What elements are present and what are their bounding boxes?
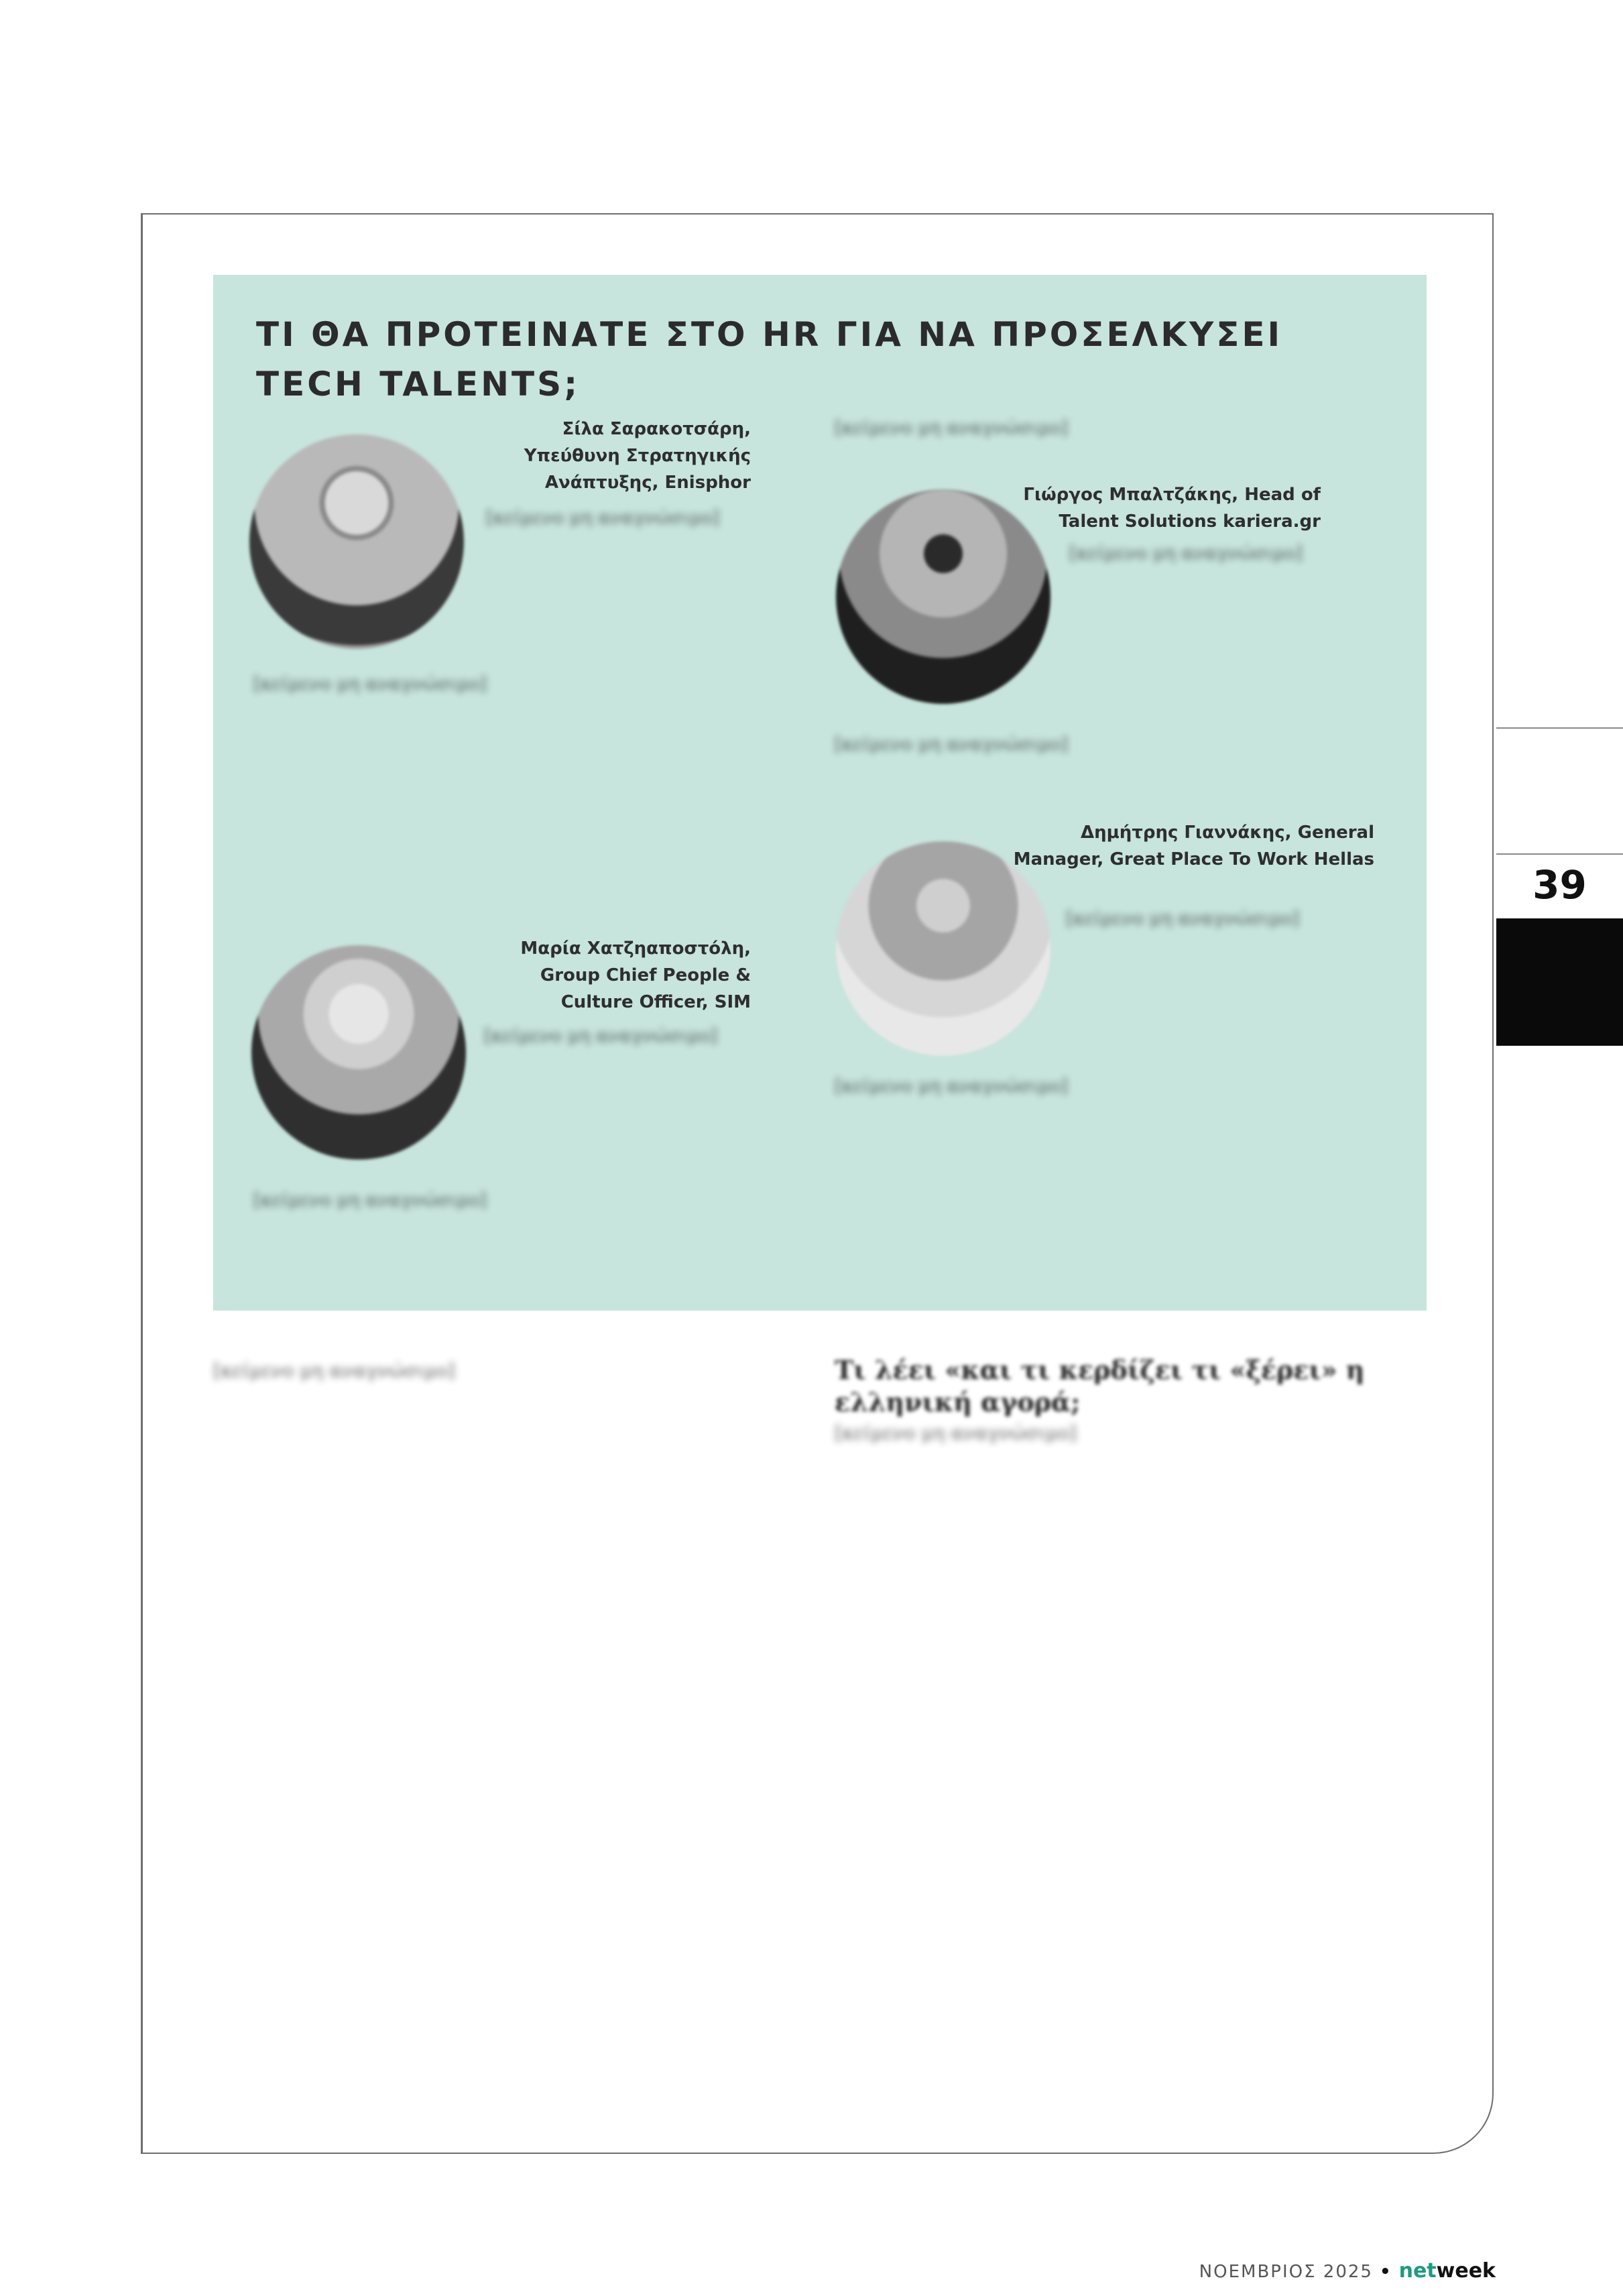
unreadable-text: [κείμενο μη αναγνώσιμο] (835, 734, 1068, 755)
contributor-name: Σίλα Σαρακοτσάρη, Υπεύθυνη Στρατηγικής Ανάπτυξης, Enisphor (524, 419, 751, 493)
contributor-name: Δημήτρης Γιαννάκης, General Manager, Great Place To Work Hellas (1013, 823, 1374, 869)
section-tab (1496, 918, 1623, 1046)
tab-divider (1496, 853, 1623, 855)
netweek-logo (1399, 2259, 1496, 2283)
unreadable-text: [κείμενο μη αναγνώσιμο] (835, 418, 1068, 438)
page-number: 39 (1532, 862, 1587, 908)
portrait-photo (249, 434, 464, 649)
footer-separator: • (1379, 2262, 1392, 2282)
logo-week: week (1436, 2259, 1496, 2283)
logo-net: net (1398, 2259, 1437, 2283)
unreadable-text: [κείμενο μη αναγνώσιμο] (484, 1026, 717, 1046)
article-subhead: Τι λέει «και τι κερδίζει τι «ξέρει» η ελληνική αγορά; (835, 1355, 1365, 1417)
portrait-photo (251, 945, 466, 1160)
page-footer (1199, 2259, 1496, 2283)
unreadable-text: [κείμενο μη αναγνώσιμο] (253, 674, 487, 694)
unreadable-text: [κείμενο μη αναγνώσιμο] (213, 1360, 455, 1382)
unreadable-text: [κείμενο μη αναγνώσιμο] (835, 1076, 1068, 1097)
portrait-photo (836, 841, 1050, 1056)
unreadable-text: [κείμενο μη αναγνώσιμο] (1066, 908, 1299, 929)
contributor-name: Γιώργος Μπαλτζάκης, Head of Talent Solutions kariera.gr (1023, 485, 1321, 532)
unreadable-text: [κείμενο μη αναγνώσιμο] (486, 507, 719, 528)
sidebar-title: ΤΙ ΘΑ ΠΡΟΤΕΙΝΑΤΕ ΣΤΟ HR ΓΙΑ ΝΑ ΠΡΟΣΕΛΚΥΣΕΙ TECH TALENTS; (256, 315, 1283, 404)
unreadable-text: [κείμενο μη αναγνώσιμο] (835, 1422, 1077, 1444)
footer-date: ΝΟΕΜΒΡΙΟΣ 2025 (1199, 2262, 1373, 2282)
tab-divider (1496, 727, 1623, 729)
unreadable-text: [κείμενο μη αναγνώσιμο] (253, 1190, 487, 1211)
unreadable-text: [κείμενο μη αναγνώσιμο] (1069, 543, 1303, 564)
contributor-name: Μαρία Χατζηαποστόλη, Group Chief People & Culture Officer, SIM (520, 939, 751, 1012)
